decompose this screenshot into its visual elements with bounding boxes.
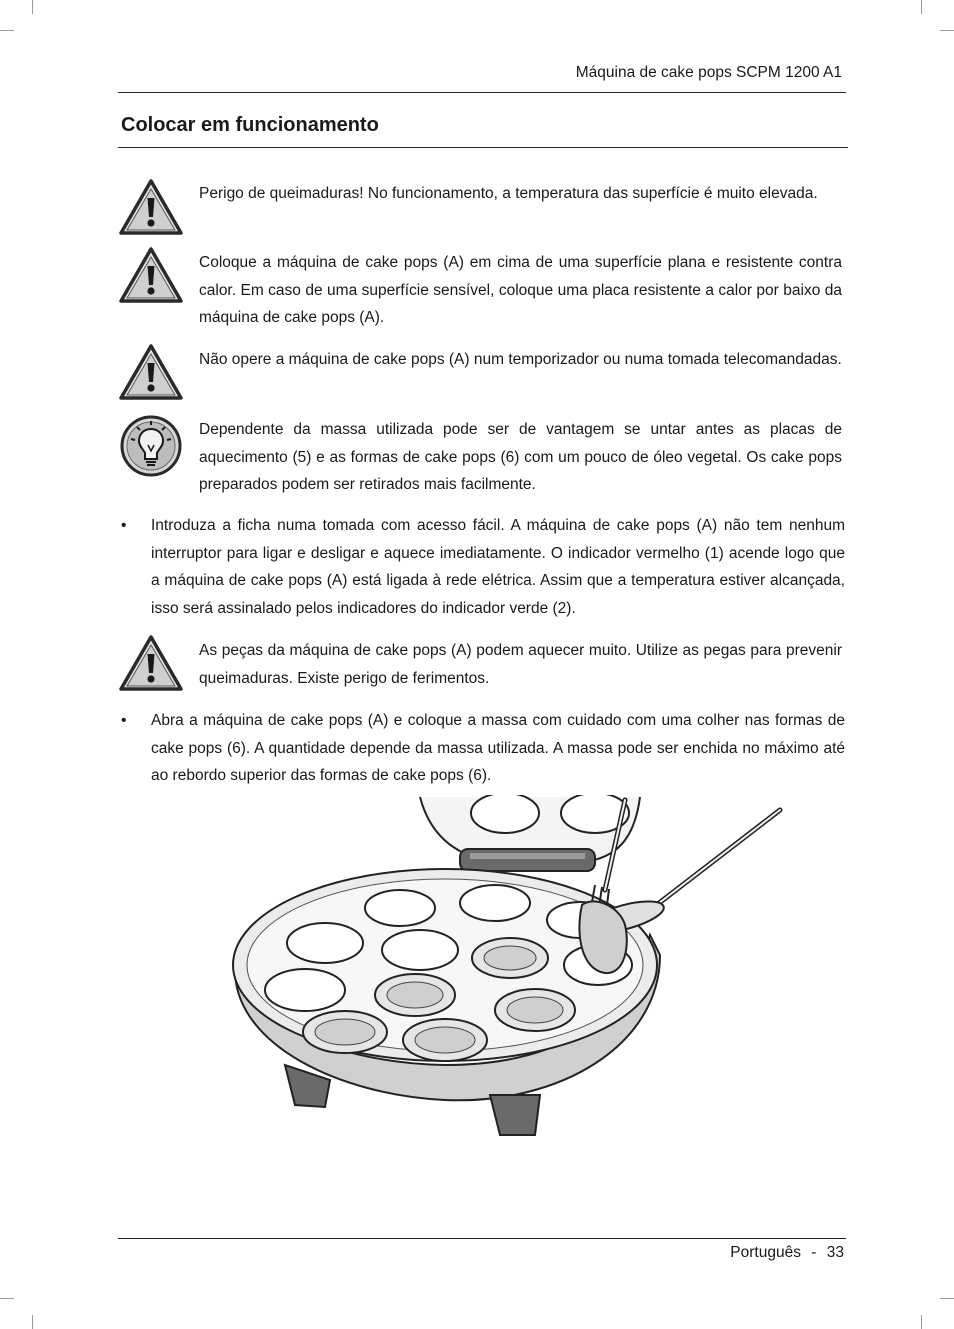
warning-icon: [119, 635, 183, 691]
cake-pop-maker-illustration: [230, 795, 790, 1140]
safety-note: [199, 637, 842, 692]
note-text: Não opere a máquina de cake pops (A) num temporizador ou numa tomada telecomandadas.: [199, 351, 842, 368]
safety-note: [199, 249, 842, 332]
list-item: [118, 512, 845, 622]
footer-separator: -: [811, 1244, 817, 1261]
bullet-marker: •: [121, 712, 127, 729]
running-header: Máquina de cake pops SCPM 1200 A1: [575, 64, 842, 81]
warning-icon: [119, 344, 183, 400]
list-item-text: Introduza a ficha numa tomada com acesso fácil. A máquina de cake pops (A) não tem nenhum interruptor para ligar e desligar e aquece imediatamente. O indicador vermelho (1) acende logo que a máquina de cake pops (A) está ligada à rede elétrica. Assim que a temperatura estiver alcançada, isso será assinalado pelos indicadores do indicador verde (2).: [151, 517, 845, 617]
section-title: Colocar em funcionamento: [121, 114, 379, 136]
crop-mark: [940, 30, 954, 31]
crop-mark: [0, 1298, 14, 1299]
crop-mark: [921, 1315, 922, 1329]
title-rule: [118, 147, 848, 148]
lightbulb-tip-icon: [119, 415, 183, 477]
safety-note: [199, 180, 842, 208]
note-text: As peças da máquina de cake pops (A) podem aquecer muito. Utilize as pegas para prevenir queimaduras. Existe perigo de ferimentos.: [199, 642, 842, 687]
crop-mark: [32, 0, 33, 14]
tip-note: [199, 416, 842, 499]
crop-mark: [32, 1315, 33, 1329]
footer-language: Português: [730, 1244, 801, 1261]
header-rule: [118, 92, 846, 93]
crop-mark: [940, 1298, 954, 1299]
safety-note: [199, 346, 842, 374]
crop-mark: [0, 30, 14, 31]
warning-icon: [119, 247, 183, 303]
note-text: Perigo de queimaduras! No funcionamento, a temperatura das superfície é muito elevada.: [199, 185, 818, 202]
bullet-marker: •: [121, 517, 127, 534]
list-item-text: Abra a máquina de cake pops (A) e coloque a massa com cuidado com uma colher nas formas de cake pops (6). A quantidade depende da massa utilizada. A massa pode ser enchida no máximo até ao rebordo superior das formas de cake pops (6).: [151, 712, 845, 784]
crop-mark: [921, 0, 922, 14]
page-footer: [730, 1244, 844, 1262]
list-item: [118, 707, 845, 790]
note-text: Dependente da massa utilizada pode ser de vantagem se untar antes as placas de aquecimento (5) e as formas de cake pops (6) com um pouco de óleo vegetal. Os cake pops preparados podem ser retirados mais facilmente.: [199, 421, 842, 493]
footer-rule: [118, 1238, 846, 1239]
page-number: 33: [826, 1244, 844, 1261]
warning-icon: [119, 179, 183, 235]
note-text: Coloque a máquina de cake pops (A) em cima de uma superfície plana e resistente contra calor. Em caso de uma superfície sensível, coloque uma placa resistente a calor por baixo da máquina de cake pops (A).: [199, 254, 842, 326]
